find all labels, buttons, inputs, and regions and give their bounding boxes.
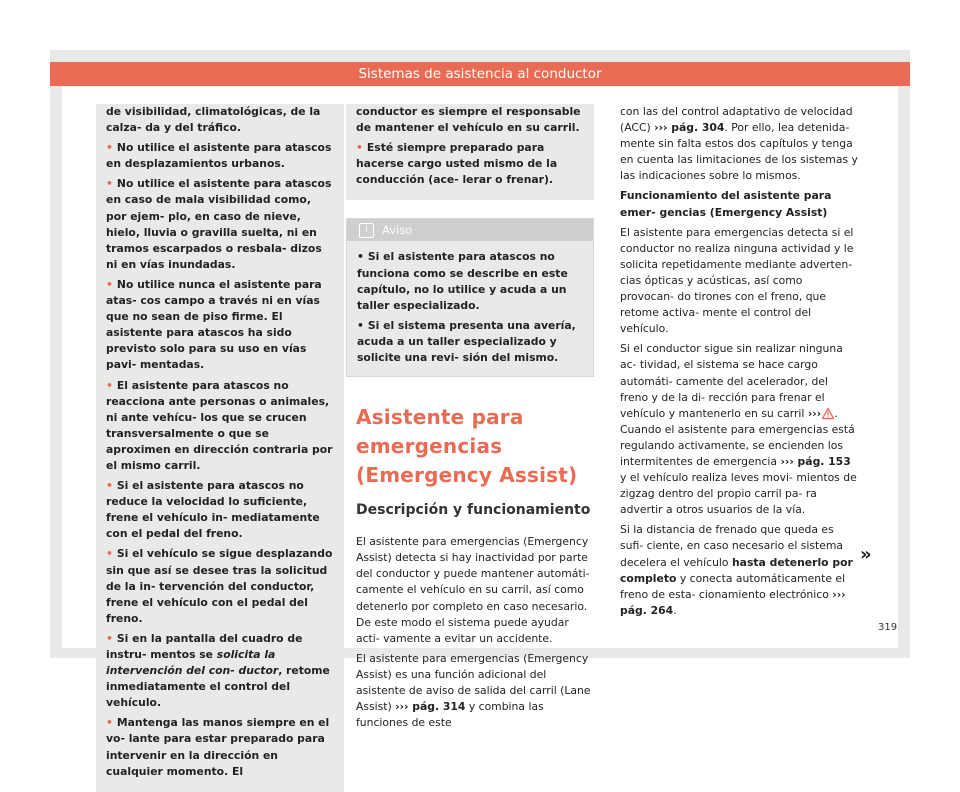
body-paragraph: El asistente para emergencias (Emergency Assist) es una función adicional del asistente de aviso de salida del carril (Lane Assist) ››› pág. 314 y combina las funciones de este [356, 651, 591, 730]
list-item: • No utilice nunca el asistente para atas- cos campo a través ni en vías que no sean de piso firme. El asistente para atascos ha sido previsto solo para su uso en vías pavi- mentadas. [106, 277, 322, 372]
list-item: • El asistente para atascos no reacciona ante personas o animales, ni ante vehícu- los que se crucen transversalmente o que se aproximen en dirección contraria por el mismo carril. [106, 378, 333, 472]
column-1 [106, 104, 344, 792]
body-paragraph: Si el conductor sigue sin realizar ninguna ac- tividad, el sistema se hace cargo automáti- camente del acelerador, del freno y de la di- rección para frenar el vehículo y mantenerlo en su carril ››› . Cuando el asistente para emergencias está regulando activamente, se encienden los intermitentes de emergencia ››› pág. 153 y el vehículo realiza leves movi- mientos de zigzag dentro del propio carril pa- ra advertir a otros usuarios de la vía. [620, 342, 857, 517]
page-header: Sistemas de asistencia al conductor [50, 62, 910, 86]
bullet-icon: • [106, 479, 113, 493]
warning-end-box [346, 104, 594, 200]
bullet-icon: • [106, 277, 113, 291]
continue-marker: » [860, 544, 872, 565]
reference-arrow[interactable]: ››› [807, 406, 822, 420]
list-item: • Mantenga las manos siempre en el vo- lante para estar preparado para intervenir en la dirección en cualquier momento. El [106, 716, 330, 778]
page-number: 319 [878, 622, 898, 633]
warning-continuation-box [96, 104, 344, 792]
page-content [62, 86, 898, 778]
column-2 [356, 104, 594, 735]
body-paragraph: con las del control adaptativo de velocidad (ACC) ››› pág. 304. Por ello, lea detenida- mente sin falta estos dos capítulos y tenga en cuenta las limitaciones de los sistemas y las indicaciones sobre lo mismos. [620, 105, 858, 183]
note-body [347, 241, 593, 376]
list-item: • Si en la pantalla del cuadro de instru- mentos se solicita la intervención del con- ductor, retome inmediatamente el control del vehículo. [106, 631, 330, 710]
section-heading: Asistente para emergencias (Emergency Assist) [356, 405, 578, 488]
body-paragraph: El asistente para emergencias (Emergency Assist) detecta si hay inactividad por parte del conductor y puede mantener automáti- camente el vehículo en su carril, así como detenerlo por completo en caso necesario. De este modo el sistema puede ayudar acti- vamente a evitar un accidente. [356, 535, 590, 645]
page-reference-link[interactable]: ››› pág. 314 [395, 700, 466, 714]
note-header [347, 219, 593, 241]
page-reference-link[interactable]: ››› pág. 153 [780, 454, 851, 468]
column-3 [620, 104, 858, 623]
list-item: • Si el sistema presenta una avería, acuda a un taller especializado y solicite una revi- sión del mismo. [357, 318, 576, 365]
bullet-icon: • [356, 141, 363, 155]
bullet-icon: • [106, 631, 113, 645]
section-subheading: Descripción y funcionamiento [356, 502, 591, 519]
list-item: • Esté siempre preparado para hacerse cargo usted mismo de la conducción (ace- lerar o frenar). [356, 141, 558, 187]
subsection-heading: Funcionamiento del asistente para emer- gencias (Emergency Assist) [620, 189, 832, 219]
list-item: • No utilice el asistente para atascos en desplazamientos urbanos. [106, 141, 332, 171]
continued-text: conductor es siempre el responsable de mantener el vehículo en su carril. [356, 105, 581, 135]
body-paragraph: El asistente para emergencias detecta si el conductor no realiza ninguna actividad y le solicita repetidamente mediante adverten- cias ópticas y acústicas, así como provocan- do tirones con el freno, que retome activa- mente el control del vehículo. [620, 225, 854, 336]
bullet-icon: • [357, 250, 364, 264]
intro-text: de visibilidad, climatológicas, de la calza- da y del tráfico. [106, 105, 321, 135]
bullet-icon: • [106, 716, 113, 730]
bullet-icon: • [106, 177, 113, 191]
list-item: • Si el asistente para atascos no reduce la velocidad lo suficiente, frene el vehículo in- mediatamente con el pedal del freno. [106, 479, 320, 541]
info-icon: i [359, 223, 374, 238]
page-reference-link[interactable]: ››› pág. 264 [620, 587, 846, 617]
warning-triangle-icon [822, 408, 834, 419]
list-item: • No utilice el asistente para atascos en caso de mala visibilidad como, por ejem- plo, en caso de nieve, hielo, lluvia o gravilla suelta, ni en tramos escarpados o resbala- dizos ni en vías inundadas. [106, 177, 332, 271]
bullet-icon: • [106, 378, 113, 392]
body-paragraph: Si la distancia de frenado que queda es sufi- ciente, en caso necesario el sistema decelera el vehículo hasta detenerlo por completo y conecta automáticamente el freno de esta- cionamiento electrónico ››› pág. 264. [620, 523, 853, 617]
list-item: • Si el asistente para atascos no funciona como se describe en este capítulo, no lo utilice y acuda a un taller especializado. [357, 250, 568, 312]
bullet-icon: • [357, 318, 364, 332]
bullet-icon: • [106, 547, 113, 561]
note-title: Aviso [382, 223, 413, 238]
note-box [346, 218, 594, 377]
page-reference-link[interactable]: ››› pág. 304 [654, 121, 725, 135]
list-item: • Si el vehículo se sigue desplazando sin que así se desee tras la solicitud de la in- tervención del conductor, frene el vehículo con el pedal del freno. [106, 547, 333, 625]
bullet-icon: • [106, 141, 113, 155]
